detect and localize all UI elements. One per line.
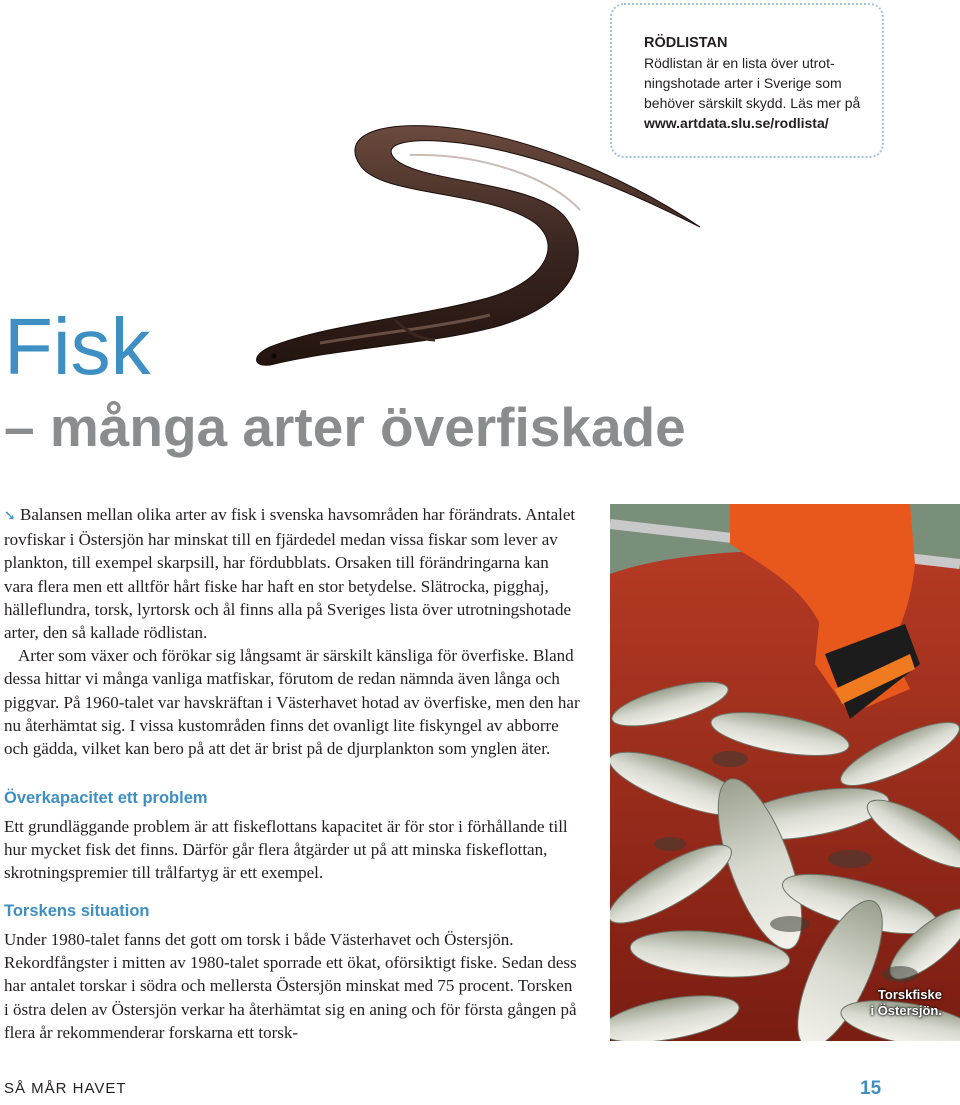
info-box-title: RÖDLISTAN: [644, 35, 728, 51]
intro-paragraph-2: Arter som växer och förökar sig långsamt är särskilt känsliga för överfiske. Bland dessa hittar vi många vanliga matfiskar, förutom de redan nämnda även långa och piggvar. På 1960-talet var havskräftan i Västerhavet hotad av överfiske, men den har nu återhämtat sig. I vissa kustområden finns det ovanligt lite fiskyngel av abborre och gädda, vilket kan bero på att det är brist på de djurplankton som ynglen äter.: [4, 646, 580, 759]
eel-illustration: [230, 115, 710, 380]
cod-fishing-photo: [610, 504, 960, 1041]
arrow-icon: ➘: [4, 508, 16, 524]
section-text-overcapacity: [4, 815, 580, 885]
page-title: Fisk: [4, 302, 151, 391]
page-subtitle: – många arter överfiskade: [4, 396, 686, 458]
photo-caption: [870, 987, 942, 1019]
intro-paragraph-1-text: Balansen mellan olika arter av fisk i svenska havsområden har förändrats. Antalet rovfiskar i Östersjön har minskat till en fjärdedel medan vissa fiskar som lever av plankton, till exempel skarpsill, har fördubblats. Orsaken till förändringarna kan vara flera men ett alltför hårt fiske har haft en stor betydelse. Slätrocka, pigghaj, hälleflundra, torsk, lyrtorsk och ål finns alla på Sveriges lista över utrotningshotade arter, den så kallade rödlistan.: [4, 505, 576, 643]
intro-paragraph-1: [4, 503, 580, 644]
photo-caption-line-1: Torskfiske: [877, 987, 942, 1002]
section-heading-cod: Torskens situation: [4, 902, 150, 920]
info-box-link[interactable]: www.artdata.slu.se/rodlista/: [644, 115, 829, 131]
info-box-text: Rödlistan är en lista över utrotningshotade arter i Sverige som behöver särskilt skydd. Läs mer på: [644, 55, 861, 111]
intro-text: [4, 503, 580, 760]
page-number: 15: [860, 1078, 882, 1099]
section-heading-overcapacity: Överkapacitet ett problem: [4, 789, 208, 807]
section-text-cod: [4, 928, 580, 1044]
section-paragraph: Ett grundläggande problem är att fiskeflottans kapacitet är för stor i förhållande till hur mycket fisk det finns. Därför går flera åtgärder ut på att minska fiskeflottan, skrotningspremier till trålfartyg är ett exempel.: [4, 817, 568, 883]
photo-caption-line-2: i Östersjön.: [870, 1003, 942, 1018]
section-paragraph: Under 1980-talet fanns det gott om torsk i både Västerhavet och Östersjön. Rekordfångster i mitten av 1980-talet sporrade ett ökat, oförsiktigt fiske. Sedan dess har antalet torskar i södra och mellersta Östersjön minskat med 75 procent. Torsken i östra delen av Östersjön verkar ha återhämtat sig en aning och för första gången på flera år rekommenderar forskarna ett torsk-: [4, 930, 577, 1042]
photo-illustration: [610, 504, 960, 1041]
footer-publication-label: SÅ MÅR HAVET: [4, 1080, 127, 1097]
